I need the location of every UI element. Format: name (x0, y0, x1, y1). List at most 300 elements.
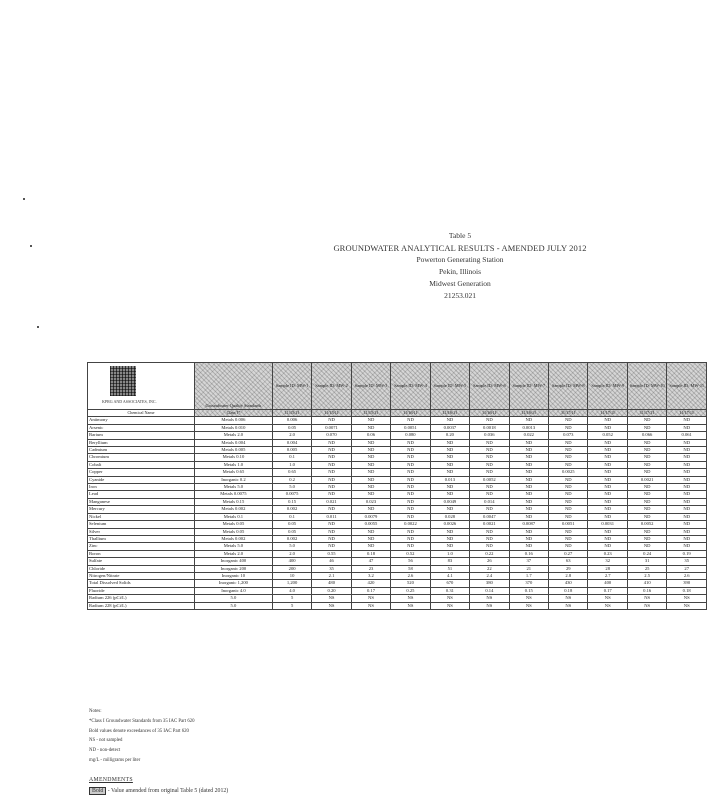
result-cell: 0.070 (312, 432, 351, 439)
result-cell: 1.0 (430, 550, 469, 557)
result-cell: ND (667, 543, 707, 550)
result-cell: NS (391, 602, 430, 609)
result-cell: 0.19 (667, 550, 707, 557)
result-cell: 0.15 (272, 498, 311, 505)
analysis-method-cell: Metals 0.004 (194, 439, 272, 446)
result-cell: 63 (549, 558, 588, 565)
result-cell: ND (470, 454, 509, 461)
result-cell: NS (430, 602, 469, 609)
result-cell: ND (430, 454, 469, 461)
result-cell: ND (312, 469, 351, 476)
chemical-name-cell: Arsenic (88, 424, 195, 431)
result-cell: 0.0055 (351, 521, 390, 528)
table-row (88, 528, 707, 535)
sample-date-cell: 11/16/11 (391, 410, 430, 417)
result-cell: 0.036 (470, 432, 509, 439)
result-cell: ND (351, 484, 390, 491)
result-cell: NS (549, 602, 588, 609)
chemical-name-cell: Boron (88, 550, 195, 557)
result-cell: 0.0021 (470, 521, 509, 528)
well-header: Sample ID: MW-11 (667, 363, 707, 410)
result-cell: ND (627, 424, 666, 431)
result-cell: ND (509, 513, 548, 520)
result-cell: ND (470, 528, 509, 535)
result-cell: 51 (430, 565, 469, 572)
table-row (88, 587, 707, 594)
result-cell: 5.0 (272, 543, 311, 550)
result-cell: ND (391, 528, 430, 535)
result-cell: 1.0 (272, 461, 311, 468)
table-row (88, 447, 707, 454)
result-cell: 10 (272, 572, 311, 579)
analysis-method-cell: Metals 0.0075 (194, 491, 272, 498)
result-cell: ND (391, 498, 430, 505)
well-header: Sample ID: MW-8 (549, 363, 588, 410)
result-cell: 0.15 (509, 587, 548, 594)
table-row (88, 424, 707, 431)
well-header: Sample ID: MW-7 (509, 363, 548, 410)
analysis-method-cell: Inorganic 10 (194, 572, 272, 579)
result-cell: ND (549, 454, 588, 461)
result-cell: ND (549, 484, 588, 491)
project-number: 21253.021 (444, 291, 476, 300)
result-cell: 22 (470, 565, 509, 572)
note-line: *Class I Groundwater Standards from 35 IAC Part 620 (89, 718, 195, 724)
analysis-method-cell: Inorganic 4.0 (194, 587, 272, 594)
result-cell: 23 (351, 565, 390, 572)
result-cell: ND (470, 491, 509, 498)
result-cell: ND (509, 447, 548, 454)
result-cell: 0.006 (272, 417, 311, 424)
result-cell: 0.0037 (430, 424, 469, 431)
result-cell: ND (627, 417, 666, 424)
result-cell: ND (667, 491, 707, 498)
chemical-name-cell: Cobalt (88, 461, 195, 468)
result-cell: 0.16 (627, 587, 666, 594)
result-cell: 0.004 (272, 439, 311, 446)
table-row (88, 513, 707, 520)
result-cell: ND (391, 454, 430, 461)
result-cell: ND (312, 491, 351, 498)
result-cell: 520 (391, 580, 430, 587)
result-cell: 0.002 (272, 535, 311, 542)
table-row (88, 454, 707, 461)
result-cell: ND (588, 528, 627, 535)
table-title: GROUNDWATER ANALYTICAL RESULTS - AMENDED JULY 2012 (333, 243, 587, 253)
chemical-name-cell: Silver (88, 528, 195, 535)
result-cell: ND (588, 535, 627, 542)
result-cell: ND (549, 498, 588, 505)
result-cell: ND (430, 543, 469, 550)
chemical-name-cell: Beryllium (88, 439, 195, 446)
result-cell: ND (627, 498, 666, 505)
result-cell: 0.0071 (312, 424, 351, 431)
result-cell: 0.0021 (627, 476, 666, 483)
table-title-block (330, 230, 590, 302)
result-cell: ND (430, 439, 469, 446)
table-row (88, 498, 707, 505)
analysis-method-cell: 5.0 (194, 595, 272, 602)
analysis-method-cell: Metals 0.15 (194, 498, 272, 505)
result-cell: 2.1 (312, 572, 351, 579)
result-cell: ND (509, 543, 548, 550)
analysis-method-cell: Metals 2.0 (194, 432, 272, 439)
result-cell: ND (667, 469, 707, 476)
result-cell: ND (549, 513, 588, 520)
table-row (88, 543, 707, 550)
result-cell: ND (312, 439, 351, 446)
amendment-text: - Value amended from original Table 5 (dated 2012) (107, 788, 229, 794)
result-cell: 2.0 (272, 432, 311, 439)
result-cell: 0.061 (667, 432, 707, 439)
table-row (88, 461, 707, 468)
chemical-name-cell: Barium (88, 432, 195, 439)
result-cell: 0.0022 (391, 521, 430, 528)
result-cell: ND (627, 506, 666, 513)
result-cell: 25 (627, 565, 666, 572)
result-cell: ND (351, 417, 390, 424)
analysis-method-cell: Metals 0.10 (194, 454, 272, 461)
result-cell: ND (430, 528, 469, 535)
result-cell: ND (509, 476, 548, 483)
chemical-name-cell: Mercury (88, 506, 195, 513)
result-cell: 0.0049 (430, 498, 469, 505)
chemical-name-cell: Sulfate (88, 558, 195, 565)
result-cell: ND (588, 543, 627, 550)
result-cell: ND (509, 454, 548, 461)
analysis-method-cell: Metals 0.05 (194, 528, 272, 535)
result-cell: ND (588, 506, 627, 513)
result-cell: 2.6 (667, 572, 707, 579)
result-cell: ND (470, 543, 509, 550)
sample-date-cell: 11/15/11 (272, 410, 311, 417)
table-row (88, 469, 707, 476)
result-cell: NS (588, 602, 627, 609)
result-cell: ND (627, 439, 666, 446)
note-line: NS - not sampled (89, 738, 123, 744)
result-cell: NS (430, 595, 469, 602)
chemical-name-header: Chemical Name (88, 410, 195, 417)
result-cell: ND (351, 543, 390, 550)
chemical-name-cell: Total Dissolved Solids (88, 580, 195, 587)
result-cell: 4.1 (430, 572, 469, 579)
result-cell: ND (430, 469, 469, 476)
analysis-method-cell: Inorganic 200 (194, 565, 272, 572)
note-line: Bold values denote exceedances of 35 IAC Part 620 (89, 728, 189, 734)
table-row (88, 565, 707, 572)
result-cell: ND (470, 484, 509, 491)
result-cell: ND (312, 506, 351, 513)
well-header: Sample ID: MW-1 (272, 363, 311, 410)
result-cell: ND (509, 461, 548, 468)
result-cell: 0.18 (549, 587, 588, 594)
result-cell: ND (549, 424, 588, 431)
well-header: Sample ID: MW-9 (588, 363, 627, 410)
sample-date-cell: 11/17/11 (588, 410, 627, 417)
amendment-line (89, 786, 489, 797)
result-cell: 0.073 (549, 432, 588, 439)
result-cell: 420 (351, 580, 390, 587)
result-cell: 32 (588, 558, 627, 565)
result-cell: 5 (272, 602, 311, 609)
analysis-method-cell: Metals 2.0 (194, 550, 272, 557)
well-header: Sample ID: MW-6 (470, 363, 509, 410)
result-cell: ND (588, 454, 627, 461)
result-cell: 83 (430, 558, 469, 565)
result-cell: ND (627, 528, 666, 535)
amendment-legend-box: Bold (89, 787, 106, 795)
logo-cell (88, 363, 195, 410)
result-cell: 0.0031 (588, 521, 627, 528)
result-cell: ND (549, 528, 588, 535)
analysis-method-cell: Inorganic 400 (194, 558, 272, 565)
company-name: Midwest Generation (429, 279, 491, 288)
sample-date-cell: 11/16/11 (470, 410, 509, 417)
result-cell: 0.52 (391, 550, 430, 557)
result-cell: ND (549, 543, 588, 550)
result-cell: 1,200 (272, 580, 311, 587)
result-cell: ND (627, 454, 666, 461)
result-cell: ND (667, 513, 707, 520)
analysis-method-cell: Metals 0.05 (194, 521, 272, 528)
result-cell: ND (312, 543, 351, 550)
result-cell: NS (351, 595, 390, 602)
result-cell: ND (509, 535, 548, 542)
result-cell: 0.16 (509, 550, 548, 557)
result-cell: ND (667, 417, 707, 424)
result-cell: 2.6 (391, 572, 430, 579)
result-cell: 400 (272, 558, 311, 565)
result-cell: ND (351, 528, 390, 535)
result-cell: ND (667, 447, 707, 454)
result-cell: ND (470, 506, 509, 513)
result-cell: ND (509, 484, 548, 491)
result-cell: 410 (627, 580, 666, 587)
analysis-method-cell: Inorganic 0.2 (194, 476, 272, 483)
result-cell: 390 (667, 580, 707, 587)
result-cell: ND (627, 535, 666, 542)
result-cell: 1.7 (509, 572, 548, 579)
result-cell: 0.05 (272, 521, 311, 528)
result-cell: 2.8 (549, 572, 588, 579)
chemical-name-cell: Manganese (88, 498, 195, 505)
result-cell: NS (667, 602, 707, 609)
amendments-title: AMENDMENTS (89, 777, 133, 783)
result-cell: 28 (588, 565, 627, 572)
result-cell: ND (430, 535, 469, 542)
result-cell: ND (667, 454, 707, 461)
result-cell: 0.1 (272, 513, 311, 520)
result-cell: ND (549, 417, 588, 424)
result-cell: ND (588, 513, 627, 520)
result-cell: ND (312, 535, 351, 542)
result-cell: ND (667, 439, 707, 446)
result-cell: ND (312, 454, 351, 461)
result-cell: ND (351, 447, 390, 454)
table-row (88, 476, 707, 483)
result-cell: ND (509, 417, 548, 424)
result-cell: 0.0079 (351, 513, 390, 520)
table-row (88, 550, 707, 557)
sample-date-cell: Class I* (194, 410, 272, 417)
chemical-name-cell: Nitrogen/Nitrate (88, 572, 195, 579)
chemical-name-cell: Fluoride (88, 587, 195, 594)
result-cell: NS (351, 602, 390, 609)
chemical-name-cell: Nickel (88, 513, 195, 520)
result-cell: ND (549, 476, 588, 483)
facility-name: Powerton Generating Station (416, 255, 504, 264)
result-cell: ND (391, 417, 430, 424)
result-cell: 670 (430, 580, 469, 587)
sample-date-cell: 11/17/11 (667, 410, 707, 417)
result-cell: 0.052 (588, 432, 627, 439)
table-row (88, 439, 707, 446)
standard-header: Groundwater Quality Standards (194, 363, 272, 410)
result-cell: ND (627, 543, 666, 550)
result-cell: ND (470, 469, 509, 476)
well-header: Sample ID: MW-4 (391, 363, 430, 410)
chemical-name-cell: Chloride (88, 565, 195, 572)
result-cell: ND (351, 461, 390, 468)
chemical-name-cell: Copper (88, 469, 195, 476)
table-row (88, 558, 707, 565)
result-cell: 47 (351, 558, 390, 565)
result-cell: NS (627, 602, 666, 609)
sample-date-cell: 11/17/11 (549, 410, 588, 417)
result-cell: ND (509, 469, 548, 476)
notes-heading: Notes: (89, 709, 102, 714)
result-cell: ND (509, 491, 548, 498)
result-cell: ND (391, 469, 430, 476)
result-cell: 0.05 (272, 424, 311, 431)
note-line: mg/L - milligrams per liter (89, 757, 141, 763)
result-cell: 56 (391, 558, 430, 565)
result-cell: ND (627, 469, 666, 476)
result-cell: 0.005 (272, 447, 311, 454)
analysis-method-cell: Metals 5.0 (194, 543, 272, 550)
result-cell: 0.18 (667, 587, 707, 594)
result-cell: 0.0018 (470, 424, 509, 431)
result-cell: ND (667, 498, 707, 505)
result-cell: NS (549, 595, 588, 602)
result-cell: 0.18 (351, 550, 390, 557)
result-cell: ND (430, 491, 469, 498)
logo-caption: KPRG AND ASSOCIATES, INC. (102, 399, 157, 404)
result-cell: ND (470, 447, 509, 454)
result-cell: 2.5 (627, 572, 666, 579)
analysis-method-cell: Inorganic 1,200 (194, 580, 272, 587)
result-cell: ND (549, 439, 588, 446)
result-cell: ND (430, 447, 469, 454)
result-cell: 0.066 (627, 432, 666, 439)
analysis-method-cell: Metals 0.1 (194, 513, 272, 520)
result-cell: 27 (667, 565, 707, 572)
result-cell: ND (391, 476, 430, 483)
result-cell: 0.14 (470, 587, 509, 594)
chemical-name-cell: Iron (88, 484, 195, 491)
result-cell: 400 (588, 580, 627, 587)
analysis-method-cell: Metals 0.006 (194, 417, 272, 424)
result-cell: 0.1 (272, 454, 311, 461)
well-header: Sample ID: MW-5 (430, 363, 469, 410)
table-row (88, 521, 707, 528)
result-cell: ND (509, 439, 548, 446)
result-cell: ND (667, 521, 707, 528)
scan-speck (23, 198, 25, 200)
analysis-method-cell: 5.0 (194, 602, 272, 609)
result-cell: 0.013 (430, 476, 469, 483)
table-row (88, 580, 707, 587)
table-number: Table 5 (448, 231, 472, 240)
sample-date-cell: 11/15/11 (312, 410, 351, 417)
result-cell: ND (509, 506, 548, 513)
result-cell: 58 (391, 565, 430, 572)
result-cell: ND (588, 476, 627, 483)
result-cell: ND (430, 461, 469, 468)
result-cell: ND (627, 461, 666, 468)
result-cell: ND (667, 506, 707, 513)
analysis-method-cell: Metals 5.0 (194, 484, 272, 491)
result-cell: NS (312, 602, 351, 609)
chemical-name-cell: Antimony (88, 417, 195, 424)
result-cell: 0.011 (312, 513, 351, 520)
result-cell: 0.0025 (549, 469, 588, 476)
sample-date-cell: 11/16/11 (430, 410, 469, 417)
result-cell: ND (351, 491, 390, 498)
result-cell: ND (588, 417, 627, 424)
result-cell: ND (430, 484, 469, 491)
results-table-region (87, 362, 705, 706)
result-cell: 370 (509, 580, 548, 587)
note-line: ND - non-detect (89, 748, 121, 754)
result-cell: 46 (312, 558, 351, 565)
table-row (88, 491, 707, 498)
chemical-name-cell: Cadmium (88, 447, 195, 454)
result-cell: NS (509, 602, 548, 609)
result-cell: 0.24 (627, 550, 666, 557)
result-cell: 0.31 (430, 587, 469, 594)
result-cell: NS (470, 595, 509, 602)
result-cell: ND (430, 417, 469, 424)
result-cell: ND (312, 521, 351, 528)
result-cell: ND (588, 447, 627, 454)
result-cell: ND (391, 447, 430, 454)
result-cell: ND (470, 461, 509, 468)
result-cell: ND (470, 535, 509, 542)
result-cell: 0.23 (588, 550, 627, 557)
groundwater-results-table (87, 362, 707, 610)
result-cell: 0.20 (312, 587, 351, 594)
result-cell: 35 (312, 565, 351, 572)
scan-speck (37, 326, 39, 328)
result-cell: ND (391, 535, 430, 542)
result-cell: ND (391, 506, 430, 513)
result-cell: 0.0052 (627, 521, 666, 528)
result-cell: 31 (627, 558, 666, 565)
table-row (88, 506, 707, 513)
result-cell: NS (312, 595, 351, 602)
result-cell: 0.0087 (509, 521, 548, 528)
result-cell: 0.022 (509, 432, 548, 439)
well-header: Sample ID: MW-3 (351, 363, 390, 410)
result-cell: 2.4 (470, 572, 509, 579)
result-cell: 2.0 (272, 550, 311, 557)
table-row (88, 602, 707, 609)
result-cell: 4.0 (272, 587, 311, 594)
result-cell: 0.05 (272, 528, 311, 535)
well-header: Sample ID: MW-10 (627, 363, 666, 410)
result-cell: 0.65 (272, 469, 311, 476)
